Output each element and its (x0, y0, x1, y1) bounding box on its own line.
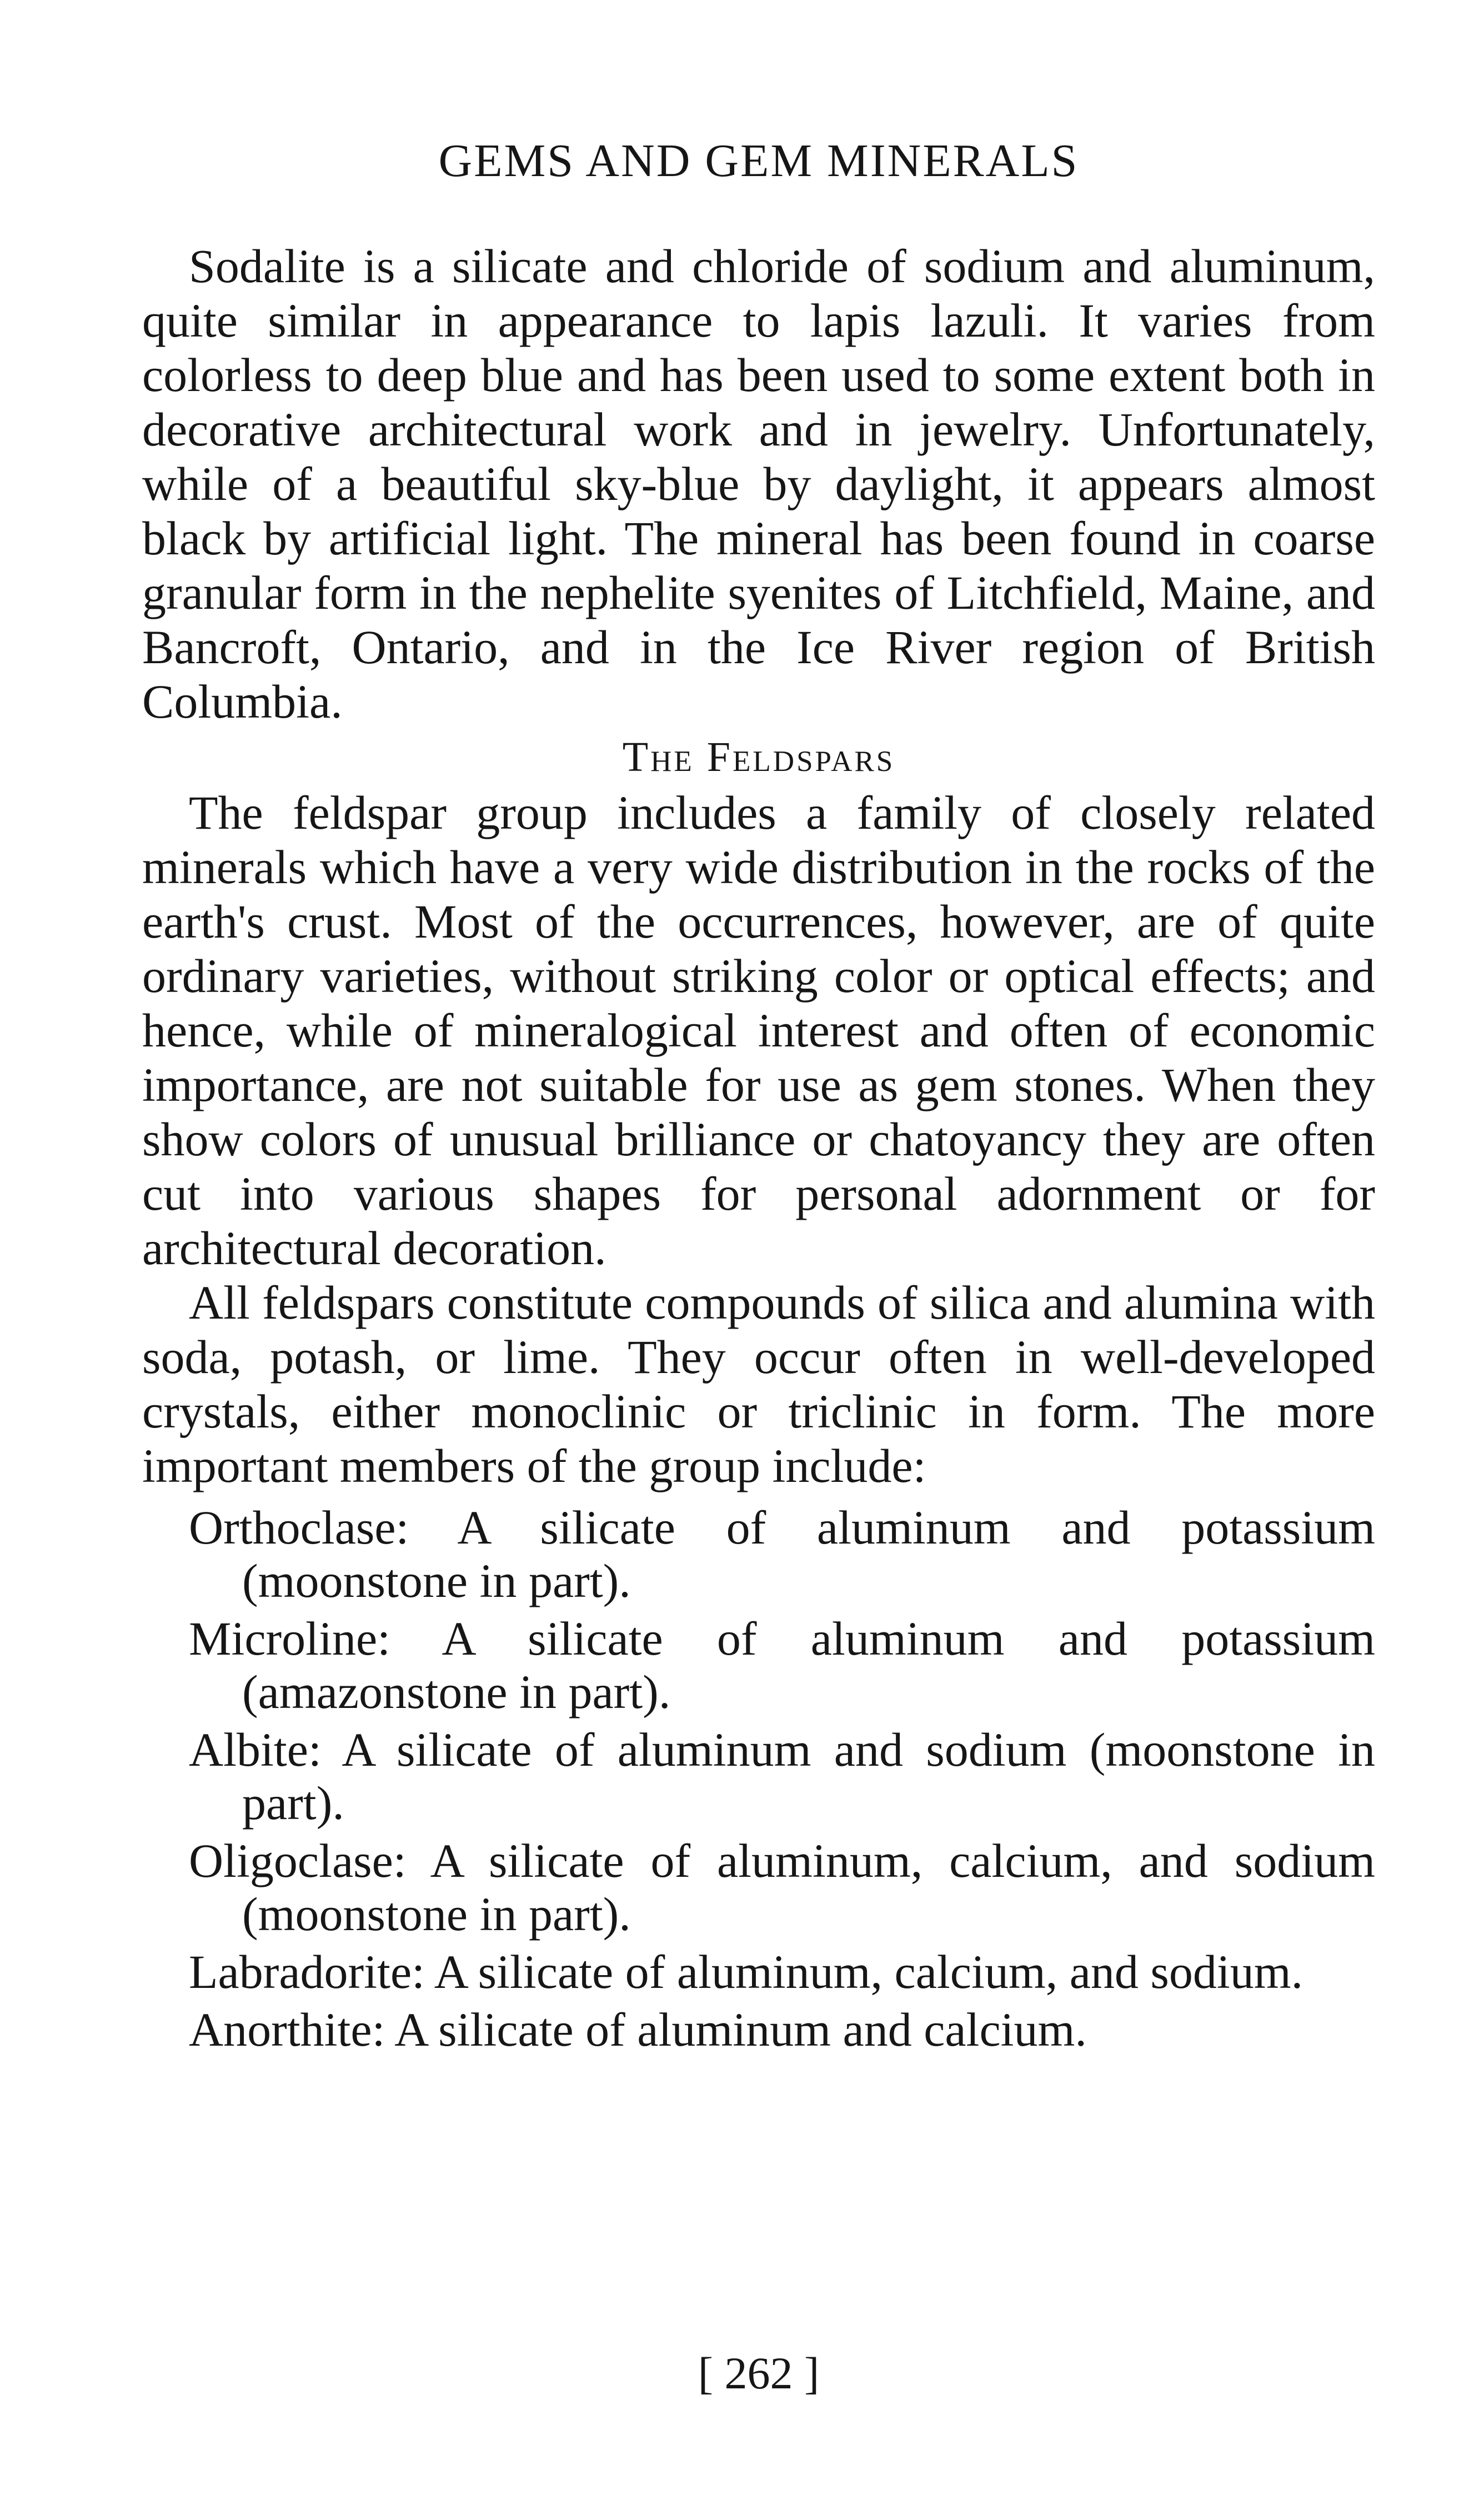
list-item-anorthite: Anorthite: A silicate of aluminum and calcium. (189, 2003, 1087, 2056)
list-item-oligoclase: Oligoclase: A silicate of aluminum, calcium, and sodium (moonstone in part). (189, 1834, 1375, 1941)
feldspar-composition-paragraph: All feldspars constitute compounds of silica and alumina with soda, potash, or lime. They occur often in well-developed crystals, either monoclinic or triclinic in form. The more important members of the group include: (142, 1276, 1375, 1492)
list-item-orthoclase: Orthoclase: A silicate of aluminum and potassium (moonstone in part). (189, 1501, 1375, 1607)
list-item-albite: Albite: A silicate of aluminum and sodium (moonstone in part). (189, 1723, 1375, 1830)
list-item-microline: Microline: A silicate of aluminum and potassium (amazonstone in part). (189, 1612, 1375, 1719)
list-item-labradorite: Labradorite: A silicate of aluminum, calcium, and sodium. (189, 1945, 1303, 1998)
book-page (142, 0, 1375, 2515)
page-number: [ 262 ] (698, 2348, 820, 2398)
running-title: GEMS AND GEM MINERALS (438, 135, 1079, 187)
page-body (142, 239, 1375, 2061)
feldspar-intro-paragraph: The feldspar group includes a family of closely related minerals which have a very wide distribution in the rocks of the earth's crust. Most of the occurrences, however, are of quite ordinary varieties, without striking color or optical effects; and hence, while of mineralogical interest and often of economic importance, are not suitable for use as gem stones. When they show colors of unusual brilliance or chatoyancy they are often cut into various shapes for personal adornment or for architectural decoration. (142, 786, 1375, 1275)
section-heading-feldspars: The Feldspars (622, 734, 895, 780)
feldspar-members-list (142, 1501, 1375, 2056)
sodalite-paragraph: Sodalite is a silicate and chloride of sodium and aluminum, quite similar in appearance to lapis lazuli. It varies from colorless to deep blue and has been used to some extent both in decorative architectural work and in jewelry. Unfortunately, while of a beautiful sky-blue by daylight, it appears almost black by artificial light. The mineral has been found in coarse granular form in the nephelite syenites of Litchfield, Maine, and Bancroft, Ontario, and in the Ice River region of British Columbia. (142, 239, 1375, 728)
